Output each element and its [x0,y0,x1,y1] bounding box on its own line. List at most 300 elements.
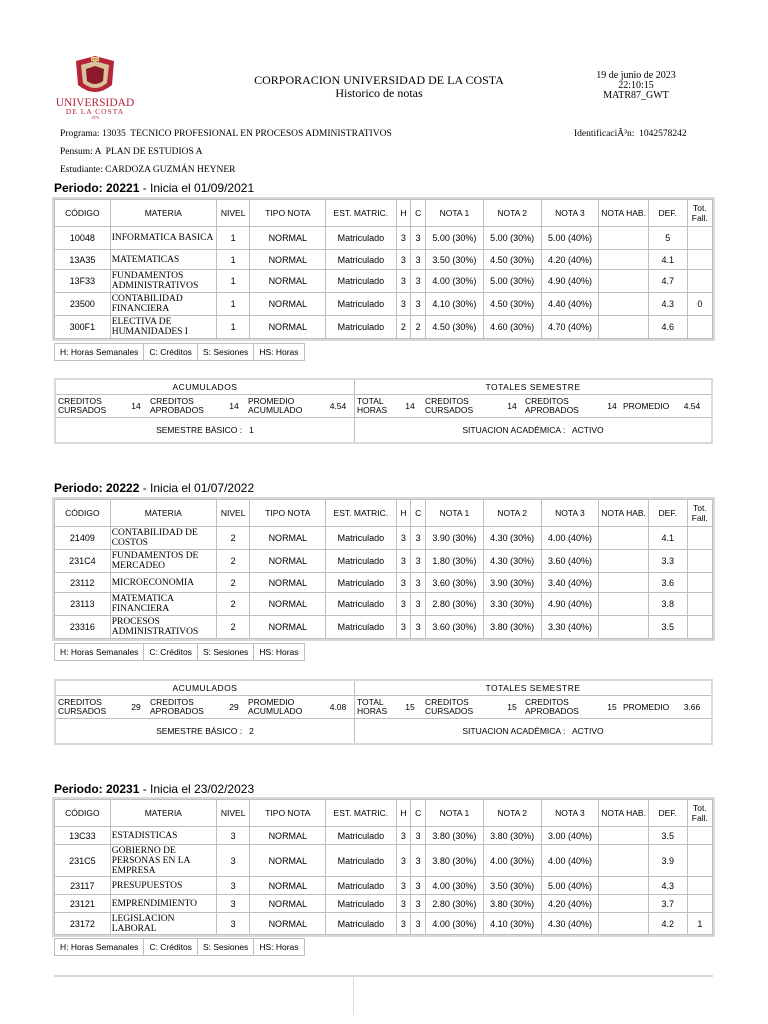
table-header-row [55,200,713,227]
summary-value: 29 [229,701,239,712]
summary-label: TOTAL HORAS [357,396,388,415]
legend-item: HS: Horas [259,347,299,357]
cell-n3: 4.40 (40%) [541,293,599,316]
cell-c: 3 [411,250,426,270]
cell-fall [687,227,712,250]
column-header: NOTA HAB. [599,200,648,227]
basic-semester [56,418,354,442]
svg-text:UNIVERSIDAD: UNIVERSIDAD [55,97,135,109]
cell-nivel: 1 [216,316,250,339]
cell-n3: 3.00 (40%) [541,827,599,845]
period-start-date: - Inicia el 23/02/2023 [139,782,255,796]
legend [54,343,305,361]
summary-value: 15 [607,701,617,712]
basic-semester-value: 2 [249,726,254,736]
cell-h: 3 [396,270,411,293]
column-header: Tot. Fall. [687,500,712,527]
column-header: NOTA 3 [541,800,599,827]
column-header: MATERIA [110,200,216,227]
cell-def: 4.3 [648,293,687,316]
cell-nivel: 1 [216,250,250,270]
cell-nivel: 2 [216,593,250,616]
accumulated-section [56,681,355,743]
cell-materia: ELECTIVA DE HUMANIDADES I [110,316,216,339]
cell-def: 4.6 [648,316,687,339]
cell-n2: 4.50 (30%) [483,293,541,316]
column-header: NIVEL [216,500,250,527]
cell-n1: 3.60 (30%) [425,573,483,593]
cell-n2: 4.00 (30%) [483,845,541,877]
cell-n1: 3.50 (30%) [425,250,483,270]
column-header: CÓDIGO [55,800,111,827]
cell-def: 3.9 [648,845,687,877]
cell-n3: 4.30 (40%) [541,913,599,935]
column-header: DEF. [648,200,687,227]
cell-n1: 3.80 (30%) [425,845,483,877]
cell-c: 3 [411,895,426,913]
cell-n1: 4.50 (30%) [425,316,483,339]
cell-def: 3.6 [648,573,687,593]
cell-nivel: 3 [216,877,250,895]
cell-materia: MATEMATICAS [110,250,216,270]
column-header: NOTA 2 [483,500,541,527]
cell-def: 3.3 [648,550,687,573]
grades-table [54,199,713,339]
cell-tipo: NORMAL [250,573,326,593]
cell-hab [599,827,648,845]
summary-label: PROMEDIO [623,701,670,712]
summary-label: CREDITOS CURSADOS [58,697,107,716]
semester-totals-header: TOTALES SEMESTRE [355,380,711,395]
cell-tipo: NORMAL [250,616,326,639]
cell-hab [599,877,648,895]
cell-h: 3 [396,293,411,316]
cell-h: 3 [396,527,411,550]
cell-tipo: NORMAL [250,913,326,935]
cell-c: 3 [411,913,426,935]
cell-def: 4.2 [648,913,687,935]
cell-n2: 5.00 (30%) [483,227,541,250]
cell-hab [599,270,648,293]
cell-n2: 4.50 (30%) [483,250,541,270]
cell-n1: 2.80 (30%) [425,593,483,616]
cell-tipo: NORMAL [250,877,326,895]
cell-materia: GOBIERNO DE PERSONAS EN LA EMPRESA [110,845,216,877]
summary-label: CREDITOS CURSADOS [425,396,474,415]
cell-est: Matriculado [326,527,396,550]
summary-label: CREDITOS CURSADOS [425,697,474,716]
cell-n3: 4.70 (40%) [541,316,599,339]
period-code: Periodo: 20222 [54,481,140,495]
grades-table [54,799,713,935]
cell-tipo: NORMAL [250,270,326,293]
cell-nivel: 2 [216,573,250,593]
course-row [55,270,713,293]
legend-item: C: Créditos [144,939,198,955]
cell-h: 3 [396,250,411,270]
basic-semester-value: 1 [249,425,254,435]
cell-hab [599,316,648,339]
cell-est: Matriculado [326,573,396,593]
cell-materia: PRESUPUESTOS [110,877,216,895]
period-start-date: - Inicia el 01/07/2022 [139,481,255,495]
report-title: Historico de notas [335,86,423,100]
cell-materia: ESTADISTICAS [110,827,216,845]
cell-n3: 4.90 (40%) [541,270,599,293]
cell-tipo: NORMAL [250,845,326,877]
cell-hab [599,616,648,639]
cell-fall [687,573,712,593]
cell-hab [599,913,648,935]
academic-status-label: SITUACION ACADÉMICA : [462,726,566,736]
cell-n1: 4.00 (30%) [425,913,483,935]
column-header: NOTA 3 [541,200,599,227]
cell-def: 4.1 [648,527,687,550]
legend-item: C: Créditos [144,344,198,360]
cell-h: 3 [396,895,411,913]
cell-fall [687,593,712,616]
period-title [54,481,254,495]
program-line: Programa: 13035 TECNICO PROFESIONAL EN PROCESOS ADMINISTRATIVOS [60,129,392,139]
cell-fall [687,250,712,270]
cell-codigo: 23172 [55,913,111,935]
semester-summary [54,679,713,745]
cell-hab [599,573,648,593]
cell-c: 3 [411,616,426,639]
cell-n2: 3.80 (30%) [483,895,541,913]
cell-est: Matriculado [326,913,396,935]
legend-item: H: Horas Semanales [55,644,144,660]
cell-c: 3 [411,550,426,573]
academic-status-label: SITUACION ACADÉMICA : [462,425,566,435]
cell-n1: 3.80 (30%) [425,827,483,845]
cell-fall: 0 [687,293,712,316]
svg-text:DE LA COSTA: DE LA COSTA [65,107,125,116]
cell-h: 3 [396,593,411,616]
cell-def: 3.8 [648,593,687,616]
semester-totals-section [355,681,711,743]
cell-n1: 4.10 (30%) [425,293,483,316]
academic-status [355,418,711,442]
cell-c: 3 [411,827,426,845]
cell-materia: LEGISLACION LABORAL [110,913,216,935]
course-row [55,573,713,593]
cell-codigo: 13A35 [55,250,111,270]
column-header: EST. MATRIC. [326,200,396,227]
column-header: EST. MATRIC. [326,800,396,827]
cell-materia: EMPRENDIMIENTO [110,895,216,913]
cell-hab [599,550,648,573]
cell-def: 4.7 [648,270,687,293]
column-header: NOTA 3 [541,500,599,527]
column-header: H [396,800,411,827]
cell-est: Matriculado [326,250,396,270]
cell-est: Matriculado [326,877,396,895]
cell-h: 3 [396,573,411,593]
cell-n2: 5.00 (30%) [483,270,541,293]
course-row [55,293,713,316]
accumulated-row [56,395,354,418]
cell-n1: 3.60 (30%) [425,616,483,639]
table-header-row [55,500,713,527]
cell-h: 3 [396,227,411,250]
cell-tipo: NORMAL [250,227,326,250]
cell-codigo: 21409 [55,527,111,550]
column-header: NIVEL [216,200,250,227]
cell-n3: 4.20 (40%) [541,895,599,913]
cell-nivel: 3 [216,827,250,845]
cell-n3: 3.30 (40%) [541,616,599,639]
legend-item: HS: Horas [259,647,299,657]
cell-n1: 4.00 (30%) [425,270,483,293]
cell-fall [687,895,712,913]
cell-codigo: 23121 [55,895,111,913]
cell-def: 3.5 [648,827,687,845]
cell-c: 3 [411,270,426,293]
summary-label: TOTAL HORAS [357,697,388,716]
column-header: H [396,200,411,227]
cell-n2: 4.30 (30%) [483,527,541,550]
cell-codigo: 23316 [55,616,111,639]
column-header: EST. MATRIC. [326,500,396,527]
summary-label: CREDITOS CURSADOS [58,396,107,415]
cell-codigo: 23112 [55,573,111,593]
cell-def: 3.7 [648,895,687,913]
svg-text:CUC: CUC [91,57,99,62]
course-row [55,845,713,877]
course-row [55,250,713,270]
summary-value: 14 [229,400,239,411]
cell-n3: 5.00 (40%) [541,877,599,895]
cell-est: Matriculado [326,550,396,573]
column-header: Tot. Fall. [687,800,712,827]
semester-totals-section [355,380,711,442]
course-row [55,616,713,639]
cell-h: 3 [396,913,411,935]
accumulated-section [56,380,355,442]
report-meta [586,71,686,101]
period-code: Periodo: 20221 [54,181,140,195]
cell-tipo: NORMAL [250,550,326,573]
cell-est: Matriculado [326,227,396,250]
column-header: MATERIA [110,500,216,527]
cell-c: 3 [411,527,426,550]
cell-n3: 4.00 (40%) [541,527,599,550]
cell-hab [599,250,648,270]
column-header: C [411,800,426,827]
legend-item: H: Horas Semanales [55,939,144,955]
accumulated-header: ACUMULADOS [56,380,354,395]
column-header: NOTA 2 [483,200,541,227]
cell-def: 5 [648,227,687,250]
cell-codigo: 23500 [55,293,111,316]
cell-fall [687,527,712,550]
cell-tipo: NORMAL [250,827,326,845]
cell-h: 3 [396,827,411,845]
cell-n3: 5.00 (40%) [541,227,599,250]
summary-label: PROMEDIO ACUMULADO [248,396,303,415]
cell-est: Matriculado [326,827,396,845]
summary-value: 4.54 [683,400,701,411]
period-title [54,782,254,796]
cell-nivel: 2 [216,527,250,550]
column-header: MATERIA [110,800,216,827]
cell-n3: 4.90 (40%) [541,593,599,616]
cell-hab [599,895,648,913]
cell-c: 2 [411,316,426,339]
column-header: TIPO NOTA [250,200,326,227]
cell-fall [687,316,712,339]
cell-n3: 4.20 (40%) [541,250,599,270]
cell-est: Matriculado [326,270,396,293]
cell-c: 3 [411,573,426,593]
cell-tipo: NORMAL [250,316,326,339]
academic-status [355,719,711,743]
summary-value: 3.66 [683,701,701,712]
column-header: CÓDIGO [55,200,111,227]
cell-def: 4.1 [648,250,687,270]
cell-hab [599,593,648,616]
cell-codigo: 231C4 [55,550,111,573]
cell-n2: 4.30 (30%) [483,550,541,573]
summary-value: 14 [607,400,617,411]
cell-n1: 4.00 (30%) [425,877,483,895]
semester-totals-header: TOTALES SEMESTRE [355,681,711,696]
cell-est: Matriculado [326,593,396,616]
course-row [55,895,713,913]
accumulated-header: ACUMULADOS [56,681,354,696]
cell-est: Matriculado [326,616,396,639]
cell-nivel: 3 [216,845,250,877]
semester-totals-row [355,696,711,719]
summary-value: 14 [507,400,517,411]
cell-codigo: 23117 [55,877,111,895]
cell-materia: MATEMATICA FINANCIERA [110,593,216,616]
legend-item: S: Sesiones [198,644,254,660]
university-logo [50,55,140,119]
summary-value: 4.54 [329,400,347,411]
legend [54,938,305,956]
identification-line: IdentificaciÃ³n: 1042578242 [574,129,687,139]
course-row [55,593,713,616]
cell-c: 3 [411,593,426,616]
cell-n2: 3.30 (30%) [483,593,541,616]
column-header: NOTA HAB. [599,800,648,827]
cell-n2: 3.80 (30%) [483,827,541,845]
cell-codigo: 13C33 [55,827,111,845]
cell-fall [687,270,712,293]
cell-nivel: 3 [216,895,250,913]
column-header: CÓDIGO [55,500,111,527]
cell-est: Matriculado [326,293,396,316]
cell-est: Matriculado [326,895,396,913]
grades-table [54,499,713,639]
cell-materia: CONTABILIDAD FINANCIERA [110,293,216,316]
semester-totals-row [355,395,711,418]
cell-fall [687,827,712,845]
svg-text:1970: 1970 [91,115,99,119]
cell-codigo: 23113 [55,593,111,616]
summary-value: 15 [507,701,517,712]
column-header: TIPO NOTA [250,800,326,827]
cell-h: 3 [396,845,411,877]
cell-n1: 5.00 (30%) [425,227,483,250]
legend-item: H: Horas Semanales [55,344,144,360]
basic-semester-label: SEMESTRE BÁSICO : [156,726,243,736]
cell-fall [687,877,712,895]
legend-item: S: Sesiones [198,344,254,360]
cell-n3: 3.60 (40%) [541,550,599,573]
next-summary-border [54,975,713,977]
column-header: NOTA 2 [483,800,541,827]
cell-tipo: NORMAL [250,293,326,316]
cell-tipo: NORMAL [250,593,326,616]
cell-est: Matriculado [326,316,396,339]
course-row [55,827,713,845]
period-start-date: - Inicia el 01/09/2021 [139,181,255,195]
cell-hab [599,527,648,550]
cell-materia: INFORMATICA BASICA [110,227,216,250]
student-line: Estudiante: CARDOZA GUZMÁN HEYNER [60,165,236,175]
cell-tipo: NORMAL [250,527,326,550]
cell-n1: 1.80 (30%) [425,550,483,573]
column-header: NOTA 1 [425,500,483,527]
cell-n2: 3.50 (30%) [483,877,541,895]
cell-n2: 4.10 (30%) [483,913,541,935]
institution-header [230,74,528,100]
cell-def: 4.3 [648,877,687,895]
summary-value: 4.08 [329,701,347,712]
course-row [55,227,713,250]
course-row [55,877,713,895]
cell-def: 3.5 [648,616,687,639]
cell-n2: 3.90 (30%) [483,573,541,593]
cell-n2: 3.80 (30%) [483,616,541,639]
cell-materia: FUNDAMENTOS ADMINISTRATIVOS [110,270,216,293]
semester-summary [54,378,713,444]
cell-fall [687,845,712,877]
legend-item: S: Sesiones [198,939,254,955]
cell-materia: MICROECONOMIA [110,573,216,593]
cell-c: 3 [411,845,426,877]
period-title [54,181,254,195]
column-header: DEF. [648,800,687,827]
cell-nivel: 1 [216,293,250,316]
course-row [55,913,713,935]
cell-codigo: 231C5 [55,845,111,877]
cell-nivel: 3 [216,913,250,935]
cell-materia: FUNDAMENTOS DE MERCADEO [110,550,216,573]
cell-nivel: 1 [216,270,250,293]
period-code: Periodo: 20231 [54,782,140,796]
cell-h: 3 [396,550,411,573]
column-header: DEF. [648,500,687,527]
column-header: H [396,500,411,527]
academic-status-value: ACTIVO [571,425,604,435]
column-header: NOTA 1 [425,800,483,827]
cell-fall [687,616,712,639]
report-time: 22:10:15 [618,80,654,91]
table-header-row [55,800,713,827]
summary-label: CREDITOS APROBADOS [525,396,579,415]
cell-codigo: 300F1 [55,316,111,339]
course-row [55,527,713,550]
summary-value: 15 [405,701,415,712]
cell-hab [599,227,648,250]
course-row [55,316,713,339]
academic-status-value: ACTIVO [571,726,604,736]
cell-materia: CONTABILIDAD DE COSTOS [110,527,216,550]
